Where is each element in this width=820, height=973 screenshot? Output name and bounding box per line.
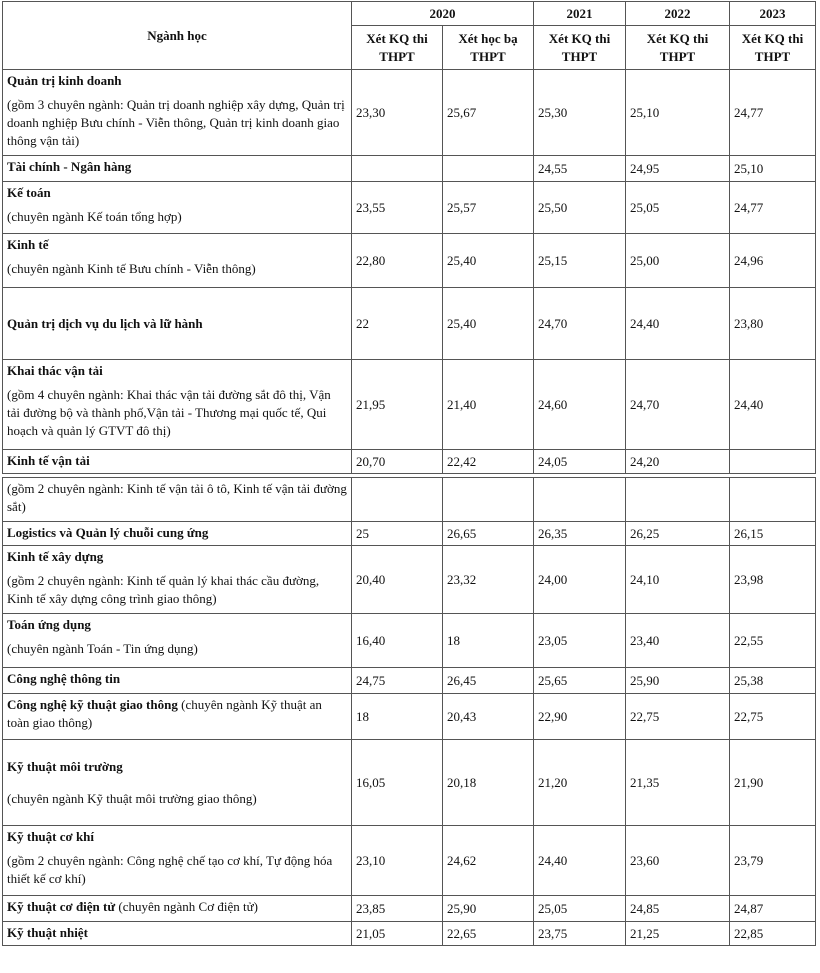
major-cell	[3, 70, 352, 156]
major-cell	[3, 522, 352, 546]
table-row	[3, 668, 816, 694]
score-cell: 16,40	[352, 614, 443, 668]
major-cell	[3, 896, 352, 922]
major-desc: (gồm 2 chuyên ngành: Kinh tế quản lý khai thác cầu đường, Kinh tế xây dựng công trình giao thông)	[7, 573, 320, 606]
major-name: Kỹ thuật môi trường	[7, 758, 123, 774]
score-cell: 24,77	[730, 70, 816, 156]
major-desc: (chuyên ngành Kỹ thuật an toàn giao thông)	[7, 697, 322, 730]
score-cell: 25,90	[443, 896, 534, 922]
score-cell: 22,55	[730, 614, 816, 668]
major-desc: (gồm 4 chuyên ngành: Khai thác vận tải đường sắt đô thị, Vận tải đường bộ và thành phố,Vận tải - Thương mại quốc tế, Qui hoạch và quản lý GTVT đô thị)	[7, 387, 331, 438]
table-row	[3, 740, 816, 826]
major-name: Công nghệ thông tin	[7, 671, 121, 686]
score-cell: 16,05	[352, 740, 443, 826]
score-cell: 23,30	[352, 70, 443, 156]
score-cell: 25,30	[534, 70, 626, 156]
year-header-2023: 2023	[730, 2, 816, 26]
year-header-2020: 2020	[352, 2, 534, 26]
score-cell: 23,40	[626, 614, 730, 668]
major-desc: (chuyên ngành Kỹ thuật môi trường giao thông)	[7, 790, 257, 806]
major-cell	[3, 182, 352, 234]
score-cell: 21,20	[534, 740, 626, 826]
major-cell	[3, 922, 352, 946]
table-row	[3, 922, 816, 946]
score-cell: 24,40	[626, 288, 730, 360]
major-cell	[3, 450, 352, 474]
score-cell	[352, 156, 443, 182]
score-cell	[626, 478, 730, 522]
major-cell	[3, 826, 352, 896]
score-cell: 24,40	[730, 360, 816, 450]
score-cell: 18	[352, 694, 443, 740]
score-cell: 23,75	[534, 922, 626, 946]
table-row	[3, 450, 816, 474]
score-cell: 24,77	[730, 182, 816, 234]
score-cell: 22,80	[352, 234, 443, 288]
major-cell	[3, 694, 352, 740]
score-cell	[443, 478, 534, 522]
table-row	[3, 234, 816, 288]
score-cell: 24,05	[534, 450, 626, 474]
score-cell: 25,57	[443, 182, 534, 234]
score-cell	[730, 478, 816, 522]
score-cell: 24,95	[626, 156, 730, 182]
score-cell: 23,79	[730, 826, 816, 896]
score-cell: 24,75	[352, 668, 443, 694]
score-cell: 24,87	[730, 896, 816, 922]
major-desc: (chuyên ngành Kế toán tổng hợp)	[7, 209, 182, 224]
score-cell: 24,60	[534, 360, 626, 450]
major-name: Kỹ thuật cơ điện tử	[7, 899, 116, 914]
table-row	[3, 478, 816, 522]
score-cell: 26,35	[534, 522, 626, 546]
score-cell: 25,05	[534, 896, 626, 922]
score-cell: 25,00	[626, 234, 730, 288]
score-cell: 24,00	[534, 546, 626, 614]
score-cell: 24,96	[730, 234, 816, 288]
score-cell: 22,85	[730, 922, 816, 946]
score-cell: 25,40	[443, 234, 534, 288]
score-cell: 20,18	[443, 740, 534, 826]
major-desc: (chuyên ngành Toán - Tin ứng dụng)	[7, 641, 198, 656]
major-name: Khai thác vận tải	[7, 363, 103, 378]
major-name: Kỹ thuật nhiệt	[7, 925, 88, 940]
score-cell: 23,80	[730, 288, 816, 360]
score-cell: 20,43	[443, 694, 534, 740]
score-cell: 25,67	[443, 70, 534, 156]
score-cell: 21,35	[626, 740, 730, 826]
method-header: Xét KQ thi THPT	[730, 26, 816, 70]
score-cell: 26,25	[626, 522, 730, 546]
score-cell: 23,10	[352, 826, 443, 896]
table-row	[3, 156, 816, 182]
major-name: Toán ứng dụng	[7, 617, 91, 632]
score-cell: 23,05	[534, 614, 626, 668]
score-cell: 23,85	[352, 896, 443, 922]
score-cell	[443, 156, 534, 182]
score-cell: 23,32	[443, 546, 534, 614]
major-name: Quản trị dịch vụ du lịch và lữ hành	[7, 315, 203, 331]
major-cell	[3, 546, 352, 614]
score-cell: 24,10	[626, 546, 730, 614]
score-cell: 21,25	[626, 922, 730, 946]
score-cell: 25,40	[443, 288, 534, 360]
major-cell	[3, 668, 352, 694]
score-cell: 23,98	[730, 546, 816, 614]
major-desc: (gồm 2 chuyên ngành: Kinh tế vận tải ô tô, Kinh tế vận tải đường sắt)	[7, 481, 347, 514]
score-cell: 25,10	[730, 156, 816, 182]
score-cell: 23,60	[626, 826, 730, 896]
score-cell: 23,55	[352, 182, 443, 234]
major-header: Ngành học	[3, 2, 352, 70]
method-header: Xét học bạ THPT	[443, 26, 534, 70]
score-cell	[730, 450, 816, 474]
score-cell: 22,42	[443, 450, 534, 474]
year-header-2021: 2021	[534, 2, 626, 26]
major-name: Kinh tế vận tải	[7, 453, 90, 468]
major-desc: (chuyên ngành Kinh tế Bưu chính - Viễn thông)	[7, 261, 256, 276]
table-row	[3, 896, 816, 922]
score-cell: 24,55	[534, 156, 626, 182]
score-cell: 26,45	[443, 668, 534, 694]
score-table-wrapper	[2, 1, 816, 946]
method-header: Xét KQ thi THPT	[352, 26, 443, 70]
table-row	[3, 546, 816, 614]
major-cell	[3, 234, 352, 288]
table-row	[3, 288, 816, 360]
score-cell: 26,15	[730, 522, 816, 546]
score-cell: 25,90	[626, 668, 730, 694]
score-cell: 20,70	[352, 450, 443, 474]
score-cell	[352, 478, 443, 522]
table-row	[3, 522, 816, 546]
table-row	[3, 70, 816, 156]
score-cell: 24,40	[534, 826, 626, 896]
table-row	[3, 826, 816, 896]
score-cell: 22,90	[534, 694, 626, 740]
major-desc: (gồm 3 chuyên ngành: Quản trị doanh nghiệp xây dựng, Quản trị doanh nghiệp Bưu chính - Viễn thông, Quản trị kinh doanh giao thông vận tải)	[7, 97, 345, 148]
major-name: Kế toán	[7, 185, 51, 200]
major-name: Kinh tế	[7, 237, 49, 252]
major-name: Kinh tế xây dựng	[7, 549, 104, 564]
score-cell: 24,62	[443, 826, 534, 896]
major-name: Logistics và Quản lý chuỗi cung ứng	[7, 525, 209, 540]
major-cell	[3, 614, 352, 668]
admission-score-table	[2, 1, 816, 946]
score-cell: 22,75	[730, 694, 816, 740]
score-cell: 25,65	[534, 668, 626, 694]
score-cell: 21,90	[730, 740, 816, 826]
score-cell: 24,70	[626, 360, 730, 450]
major-name: Kỹ thuật cơ khí	[7, 829, 95, 844]
score-cell	[534, 478, 626, 522]
method-header: Xét KQ thi THPT	[626, 26, 730, 70]
score-cell: 20,40	[352, 546, 443, 614]
score-cell: 24,20	[626, 450, 730, 474]
major-cell	[3, 156, 352, 182]
method-header: Xét KQ thi THPT	[534, 26, 626, 70]
score-cell: 25,05	[626, 182, 730, 234]
score-cell: 21,40	[443, 360, 534, 450]
table-row	[3, 182, 816, 234]
score-cell: 26,65	[443, 522, 534, 546]
score-cell: 25,50	[534, 182, 626, 234]
score-cell: 25	[352, 522, 443, 546]
table-row	[3, 360, 816, 450]
year-header-2022: 2022	[626, 2, 730, 26]
score-cell: 22,65	[443, 922, 534, 946]
score-cell: 24,85	[626, 896, 730, 922]
score-cell: 18	[443, 614, 534, 668]
major-cell	[3, 740, 352, 826]
table-row	[3, 694, 816, 740]
major-desc: (gồm 2 chuyên ngành: Công nghệ chế tạo cơ khí, Tự động hóa thiết kế cơ khí)	[7, 853, 333, 886]
major-name: Tài chính - Ngân hàng	[7, 159, 132, 174]
major-cell	[3, 360, 352, 450]
score-cell: 25,10	[626, 70, 730, 156]
score-cell: 22	[352, 288, 443, 360]
score-cell: 22,75	[626, 694, 730, 740]
major-desc: (chuyên ngành Cơ điện tử)	[115, 899, 258, 914]
score-cell: 25,38	[730, 668, 816, 694]
major-name: Quản trị kinh doanh	[7, 73, 122, 88]
major-name: Công nghệ kỹ thuật giao thông	[7, 697, 178, 712]
table-row	[3, 614, 816, 668]
score-cell: 24,70	[534, 288, 626, 360]
score-cell: 21,05	[352, 922, 443, 946]
major-cell	[3, 478, 352, 522]
major-cell	[3, 288, 352, 360]
score-cell: 25,15	[534, 234, 626, 288]
score-cell: 21,95	[352, 360, 443, 450]
